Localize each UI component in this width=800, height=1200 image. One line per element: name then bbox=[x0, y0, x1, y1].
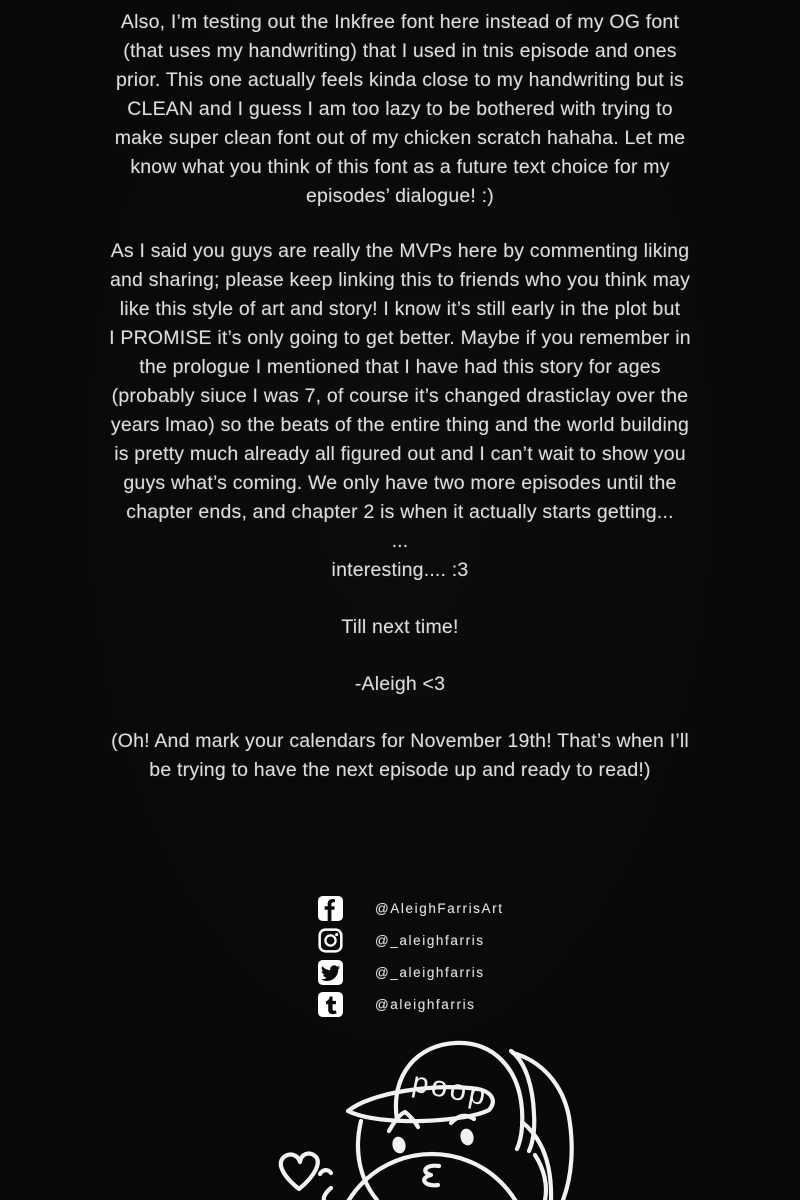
calendar-note bbox=[0, 727, 800, 785]
text-line: Also, I’m testing out the Inkfree font here instead of my OG font bbox=[120, 11, 680, 33]
text-line: chapter ends, and chapter 2 is when it actually starts getting... bbox=[126, 501, 674, 523]
ponytail-strand bbox=[535, 1155, 546, 1200]
signature-text: -Aleigh <3 bbox=[354, 673, 446, 695]
text-line: As I said you guys are really the MVPs here by commenting liking bbox=[110, 240, 690, 262]
text-line: episodes’ dialogue! :) bbox=[306, 185, 494, 207]
social-handle: @aleighfarris bbox=[375, 997, 476, 1012]
text-line: be trying to have the next episode up and ready to read!) bbox=[149, 759, 651, 781]
text-line: make super clean font out of my chicken scratch hahaha. Let me bbox=[114, 127, 686, 149]
text-line: interesting.... :3 bbox=[331, 559, 469, 581]
social-handle: @_aleighfarris bbox=[375, 933, 485, 948]
text-line: know what you think of this font as a future text choice for my bbox=[130, 156, 670, 178]
hair-strand-left bbox=[358, 1121, 377, 1200]
text-line: prior. This one actually feels kinda close to my handwriting but is bbox=[116, 69, 684, 91]
text-line: and sharing; please keep linking this to friends who you think may bbox=[109, 269, 691, 291]
text-line: (that uses my handwriting) that I used in tnis episode and ones bbox=[123, 40, 677, 62]
text-line: like this style of art and story! I know it’s still early in the plot but bbox=[119, 298, 681, 320]
social-row-tumblr bbox=[318, 992, 504, 1017]
text-line: (Oh! And mark your calendars for November 19th! That’s when I’ll bbox=[111, 730, 689, 752]
social-handle: @AleighFarrisArt bbox=[375, 901, 504, 916]
text-line: ... bbox=[391, 530, 409, 552]
social-row-instagram bbox=[318, 928, 504, 953]
author-note bbox=[0, 8, 800, 785]
sign-off-text: Till next time! bbox=[341, 616, 459, 638]
paragraph-font-note bbox=[0, 8, 800, 211]
text-line: guys what’s coming. We only have two more episodes until the bbox=[123, 472, 677, 494]
text-line: is pretty much already all figured out and I can’t wait to show you bbox=[114, 443, 686, 465]
tilde-mark bbox=[320, 1170, 331, 1174]
kiss-mouth bbox=[424, 1166, 439, 1186]
text-line: CLEAN and I guess I am too lazy to be bothered with trying to bbox=[127, 98, 673, 120]
instagram-icon bbox=[318, 928, 343, 953]
chibi-doodle-drawing bbox=[250, 1030, 600, 1200]
paragraph-thanks bbox=[0, 237, 800, 585]
text-line: the prologue I mentioned that I have had this story for ages bbox=[139, 356, 661, 378]
social-row-twitter bbox=[318, 960, 504, 985]
tumblr-icon bbox=[318, 992, 343, 1017]
heart-icon bbox=[281, 1154, 318, 1189]
left-eye bbox=[391, 1135, 407, 1154]
social-links-block bbox=[318, 896, 504, 1017]
cutoff-stroke bbox=[324, 1188, 331, 1200]
text-line: I PROMISE it’s only going to get better. Maybe if you remember in bbox=[109, 327, 691, 349]
right-eye bbox=[459, 1127, 475, 1146]
text-line: years lmao) so the beats of the entire thing and the world building bbox=[110, 414, 690, 436]
social-row-facebook bbox=[318, 896, 504, 921]
twitter-icon bbox=[318, 960, 343, 985]
text-line: (probably siuce I was 7, of course it’s changed drasticlay over the bbox=[111, 385, 689, 407]
sign-off bbox=[0, 613, 800, 642]
social-handle: @_aleighfarris bbox=[375, 965, 485, 980]
cap-text: poop bbox=[409, 1066, 491, 1113]
facebook-icon bbox=[318, 896, 343, 921]
signature bbox=[0, 670, 800, 699]
